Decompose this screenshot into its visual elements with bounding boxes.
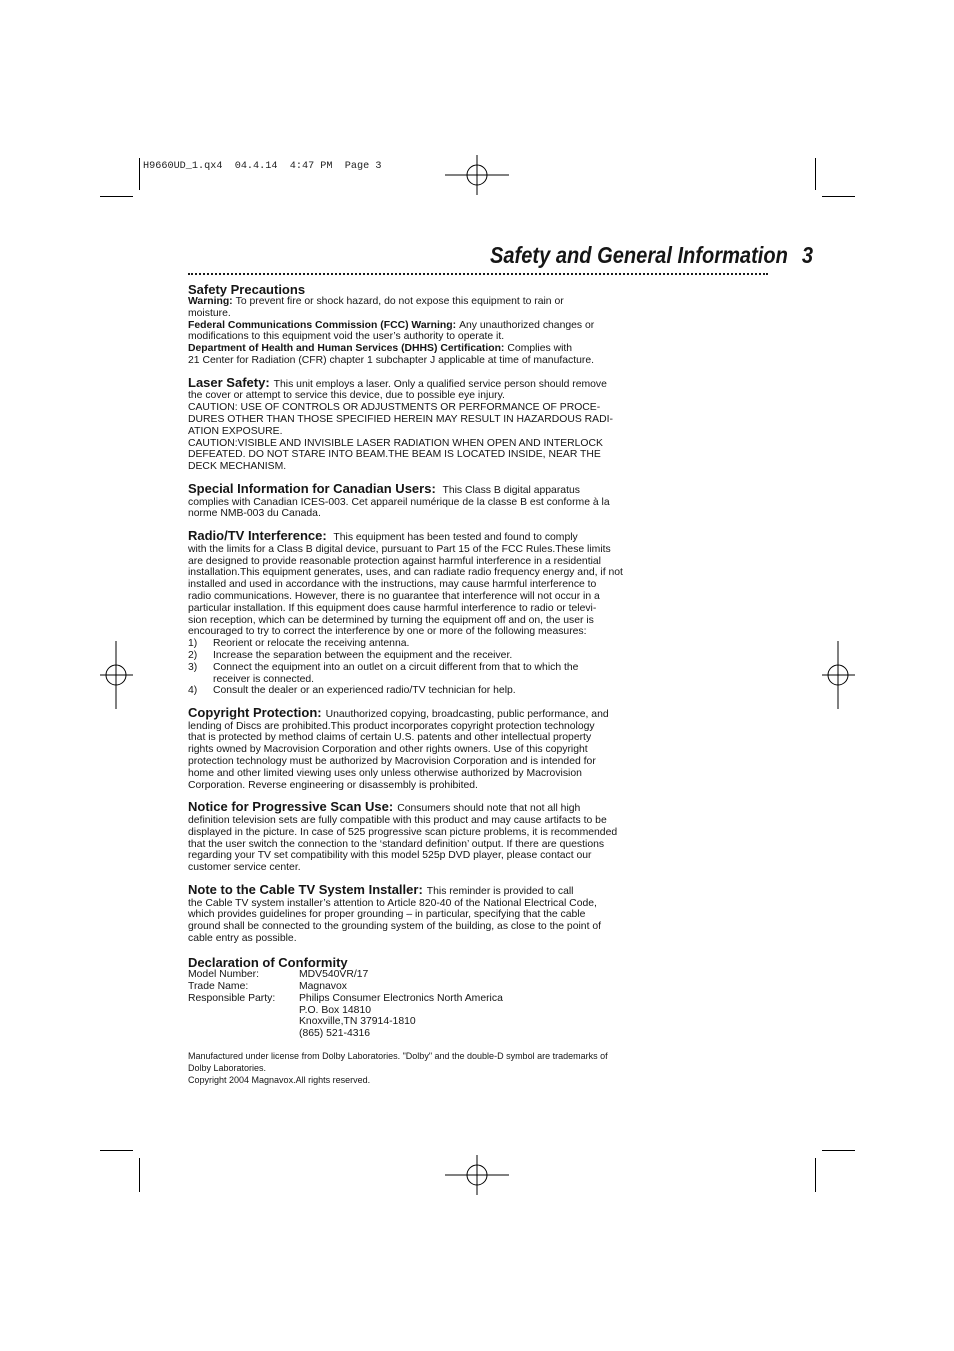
text-line bbox=[188, 756, 650, 768]
declaration-value bbox=[299, 993, 650, 1005]
text-line bbox=[188, 626, 650, 638]
text-line bbox=[188, 603, 650, 615]
line-content: that the user switch the connection to the ‘standard definition’ output. If there are questions bbox=[188, 838, 605, 850]
text-line bbox=[188, 426, 650, 438]
line-content bbox=[188, 799, 581, 815]
line-content: 21 Center for Radiation (CFR) chapter 1 subchapter J applicable at time of manufacture. bbox=[188, 354, 595, 366]
line-content: CAUTION:VISIBLE AND INVISIBLE LASER RADIATION WHEN OPEN AND INTERLOCK bbox=[188, 437, 603, 449]
line-content: receiver is connected. bbox=[213, 673, 315, 685]
line-content: modifications to this equipment void the user’s authority to operate it. bbox=[188, 331, 505, 343]
text-line bbox=[188, 721, 650, 733]
line-content bbox=[188, 480, 580, 497]
registration-mark-bottom bbox=[445, 1155, 509, 1195]
text-line bbox=[188, 881, 650, 898]
declaration-values bbox=[299, 993, 650, 1040]
section-heading: Notice for Progressive Scan Use: bbox=[188, 799, 394, 815]
footer-line bbox=[188, 1050, 650, 1062]
line-text: This equipment has been tested and found to comply bbox=[330, 531, 578, 543]
text-line bbox=[188, 898, 650, 910]
declaration-value bbox=[299, 969, 650, 981]
text-line bbox=[188, 402, 650, 414]
line-content: displayed in the picture. In case of 525 progressive scan picture problems, it is recommended bbox=[188, 826, 618, 838]
section bbox=[188, 799, 650, 874]
text-line bbox=[213, 662, 650, 674]
declaration-row bbox=[188, 981, 650, 993]
line-content bbox=[188, 704, 609, 721]
text-line bbox=[188, 933, 650, 945]
section bbox=[188, 954, 650, 1040]
declaration-values bbox=[299, 969, 650, 981]
line-content: installation.This equipment generates, uses, and can radiate radio frequency energy and, if not bbox=[188, 567, 623, 579]
line-content: ATION EXPOSURE. bbox=[188, 425, 283, 437]
line-content: customer service center. bbox=[188, 862, 301, 874]
dotted-rule bbox=[188, 273, 768, 275]
line-text: This reminder is provided to call bbox=[426, 885, 574, 897]
section-heading: Laser Safety: bbox=[188, 374, 270, 390]
list-item bbox=[188, 638, 650, 650]
line-content bbox=[188, 374, 607, 391]
line-text: Consumers should note that not all high bbox=[397, 803, 581, 815]
section-heading bbox=[188, 281, 650, 297]
line-content: Increase the separation between the equipment and the receiver. bbox=[213, 649, 513, 661]
page-title: Safety and General Information bbox=[489, 242, 788, 268]
list-number: 3) bbox=[188, 661, 198, 673]
declaration-value bbox=[299, 981, 650, 993]
text-line bbox=[188, 768, 650, 780]
line-content: lending of Discs are prohibited.This product incorporates copyright protection technology bbox=[188, 720, 595, 732]
section bbox=[188, 527, 650, 697]
page-header bbox=[443, 241, 814, 269]
line-content: with the limits for a Class B digital device, pursuant to Part 15 of the FCC Rules.These limits bbox=[188, 543, 611, 555]
registration-mark-right bbox=[822, 641, 855, 709]
line-content: Reorient or relocate the receiving antenna. bbox=[213, 638, 410, 650]
text-line bbox=[188, 732, 650, 744]
list-item-text bbox=[213, 638, 650, 650]
line-content: regarding your TV set compatibility with this model 525p DVD player, please contact our bbox=[188, 850, 592, 862]
text-line bbox=[188, 497, 650, 509]
text-line bbox=[188, 850, 650, 862]
list-number: 1) bbox=[188, 638, 198, 650]
heading-content: Declaration of Conformity bbox=[188, 954, 348, 970]
text-line bbox=[188, 862, 650, 874]
line-content: MDV540VR/17 bbox=[299, 969, 369, 981]
line-content: Philips Consumer Electronics North America bbox=[299, 992, 503, 1004]
list-number: 2) bbox=[188, 649, 198, 661]
registration-mark-top bbox=[445, 155, 509, 195]
text-line bbox=[188, 438, 650, 450]
footer-text: Copyright 2004 Magnavox.All rights reserved. bbox=[188, 1074, 371, 1085]
line-content: norme NMB-003 du Canada. bbox=[188, 508, 321, 520]
list-item bbox=[188, 685, 650, 697]
text-line bbox=[188, 480, 650, 497]
text-line bbox=[188, 331, 650, 343]
line-content: home and other limited viewing uses only unless otherwise authorized by Macrovision bbox=[188, 767, 582, 779]
text-line bbox=[188, 414, 650, 426]
line-content: (865) 521-4316 bbox=[299, 1028, 371, 1040]
text-line bbox=[188, 591, 650, 603]
heading-content: Safety Precautions bbox=[188, 281, 306, 297]
list-item-text bbox=[213, 662, 650, 686]
declaration-row bbox=[188, 969, 650, 981]
line-content: the cover or attempt to service this device, due to possible eye injury. bbox=[188, 390, 505, 402]
section-heading: Special Information for Canadian Users: bbox=[188, 480, 436, 496]
crop-mark-top-right bbox=[816, 158, 856, 197]
line-text: Complies with bbox=[507, 343, 573, 355]
crop-mark-top-left bbox=[100, 158, 140, 197]
line-content bbox=[188, 527, 578, 544]
list-item bbox=[188, 650, 650, 662]
declaration-value bbox=[299, 1028, 650, 1040]
footer-notes bbox=[188, 1050, 650, 1086]
line-content: definition television sets are fully compatible with this product and may cause artifacts to be bbox=[188, 815, 607, 827]
line-content: ground shall be connected to the grounding system of the building, as close to the point of bbox=[188, 921, 602, 933]
bold-lead: Warning: bbox=[188, 296, 233, 307]
declaration-label: Model Number: bbox=[188, 969, 260, 981]
line-content: moisture. bbox=[188, 307, 231, 319]
text-line bbox=[188, 390, 650, 402]
text-line bbox=[188, 320, 650, 332]
line-content: installed and used in accordance with the instructions, may cause harmful interference to bbox=[188, 579, 597, 591]
bold-lead: Federal Communications Commission (FCC) Warning: bbox=[188, 319, 457, 331]
section bbox=[188, 881, 650, 945]
line-content bbox=[188, 881, 574, 898]
text-line bbox=[188, 508, 650, 520]
text-line bbox=[188, 909, 650, 921]
text-line bbox=[188, 527, 650, 544]
line-content: cable entry as possible. bbox=[188, 933, 297, 945]
line-content: encouraged to try to correct the interference by one or more of the following measures: bbox=[188, 626, 587, 638]
text-line bbox=[188, 815, 650, 827]
line-content bbox=[188, 296, 564, 308]
section-heading: Radio/TV Interference: bbox=[188, 527, 327, 543]
text-line bbox=[188, 449, 650, 461]
declaration-value bbox=[299, 1016, 650, 1028]
section bbox=[188, 704, 650, 792]
line-content bbox=[188, 320, 594, 332]
list-item-text bbox=[213, 685, 650, 697]
line-text: Unauthorized copying, broadcasting, public performance, and bbox=[325, 708, 609, 720]
line-text: To prevent fire or shock hazard, do not expose this equipment to rain or bbox=[235, 296, 564, 307]
line-content: that is protected by method claims of certain U.S. patents and other intellectual property bbox=[188, 732, 592, 744]
line-content: sion reception, which can be determined by turning the equipment off and on, the user is bbox=[188, 614, 594, 626]
registration-mark-left bbox=[100, 641, 133, 709]
section-heading: Note to the Cable TV System Installer: bbox=[188, 881, 423, 897]
text-line bbox=[188, 544, 650, 556]
line-content: DURES OTHER THAN THOSE SPECIFIED HEREIN MAY RESULT IN HAZARDOUS RADI- bbox=[188, 413, 613, 425]
list-number: 4) bbox=[188, 685, 198, 697]
text-line bbox=[188, 296, 650, 308]
footer-text: Dolby Laboratories. bbox=[188, 1062, 267, 1073]
line-content: radio communications. However, there is no guarantee that interference will not occur in a bbox=[188, 590, 600, 602]
line-content: complies with Canadian ICES-003. Cet appareil numérique de la classe B est conforme à la bbox=[188, 496, 610, 508]
declaration-values bbox=[299, 981, 650, 993]
line-content: rights owned by Macrovision Corporation and other rights owners. Use of this copyright bbox=[188, 744, 588, 756]
line-content: protection technology must be authorized by Macrovision Corporation and is intended for bbox=[188, 756, 596, 768]
list-item bbox=[188, 662, 650, 686]
line-content: the Cable TV system installer’s attention to Article 820-40 of the National Electrical Code, bbox=[188, 897, 597, 909]
line-content: particular installation. If this equipment does cause harmful interference to radio or televi- bbox=[188, 602, 597, 614]
bold-lead: Department of Health and Human Services (DHHS) Certification: bbox=[188, 343, 505, 355]
text-line bbox=[188, 839, 650, 851]
section-heading: Copyright Protection: bbox=[188, 704, 322, 720]
text-line bbox=[188, 308, 650, 320]
text-line bbox=[213, 638, 650, 650]
line-content: Knoxville,TN 37914-1810 bbox=[299, 1016, 416, 1028]
line-content bbox=[188, 343, 572, 355]
text-line bbox=[188, 744, 650, 756]
line-content: P.O. Box 14810 bbox=[299, 1004, 372, 1016]
section-heading bbox=[188, 954, 650, 970]
line-content: CAUTION: USE OF CONTROLS OR ADJUSTMENTS OR PERFORMANCE OF PROCE- bbox=[188, 402, 601, 414]
text-line bbox=[188, 355, 650, 367]
file-slug: H9660UD_1.qx4 04.4.14 4:47 PM Page 3 bbox=[143, 161, 382, 172]
line-content: Magnavox bbox=[299, 980, 347, 992]
line-content: Corporation. Reverse engineering or disassembly is prohibited. bbox=[188, 779, 478, 791]
text-line bbox=[213, 685, 650, 697]
section bbox=[188, 374, 650, 473]
text-line bbox=[188, 921, 650, 933]
line-text: Any unauthorized changes or bbox=[459, 319, 595, 331]
text-line bbox=[188, 799, 650, 815]
declaration-row bbox=[188, 993, 650, 1040]
crop-mark-bottom-right bbox=[816, 1151, 856, 1193]
section bbox=[188, 480, 650, 520]
line-content: which provides guidelines for proper grounding – in particular, specifying that the cable bbox=[188, 909, 586, 921]
page-number: 3 bbox=[801, 242, 814, 268]
text-line bbox=[188, 579, 650, 591]
text-line bbox=[188, 780, 650, 792]
crop-mark-bottom-left bbox=[100, 1151, 140, 1193]
line-content: are designed to provide reasonable protection against harmful interference in a residential bbox=[188, 555, 601, 567]
text-line bbox=[188, 461, 650, 473]
footer-line bbox=[188, 1062, 650, 1074]
text-line bbox=[188, 343, 650, 355]
footer-line bbox=[188, 1074, 650, 1086]
line-content: Connect the equipment into an outlet on a circuit different from that to which the bbox=[213, 661, 579, 673]
declaration-label: Responsible Party: bbox=[188, 992, 276, 1004]
footer-text: Manufactured under license from Dolby Laboratories. "Dolby" and the double-D symbol are trademarks of bbox=[188, 1050, 608, 1061]
text-line bbox=[188, 827, 650, 839]
text-line bbox=[188, 374, 650, 391]
line-content: DECK MECHANISM. bbox=[188, 461, 287, 473]
line-content: DEFEATED. DO NOT STARE INTO BEAM.THE BEAM IS LOCATED INSIDE, NEAR THE bbox=[188, 449, 601, 461]
text-line bbox=[188, 615, 650, 627]
line-text: This Class B digital apparatus bbox=[439, 484, 580, 496]
text-line bbox=[213, 650, 650, 662]
text-line bbox=[188, 567, 650, 579]
text-line bbox=[213, 674, 650, 686]
text-line bbox=[188, 704, 650, 721]
section bbox=[188, 281, 650, 367]
declaration-label: Trade Name: bbox=[188, 980, 249, 992]
declaration-value bbox=[299, 1005, 650, 1017]
text-line bbox=[188, 556, 650, 568]
body-text bbox=[188, 281, 650, 1086]
line-content: Consult the dealer or an experienced radio/TV technician for help. bbox=[213, 685, 516, 697]
list-item-text bbox=[213, 650, 650, 662]
line-text: This unit employs a laser. Only a qualified service person should remove bbox=[273, 378, 607, 390]
page-title-content bbox=[490, 241, 813, 269]
